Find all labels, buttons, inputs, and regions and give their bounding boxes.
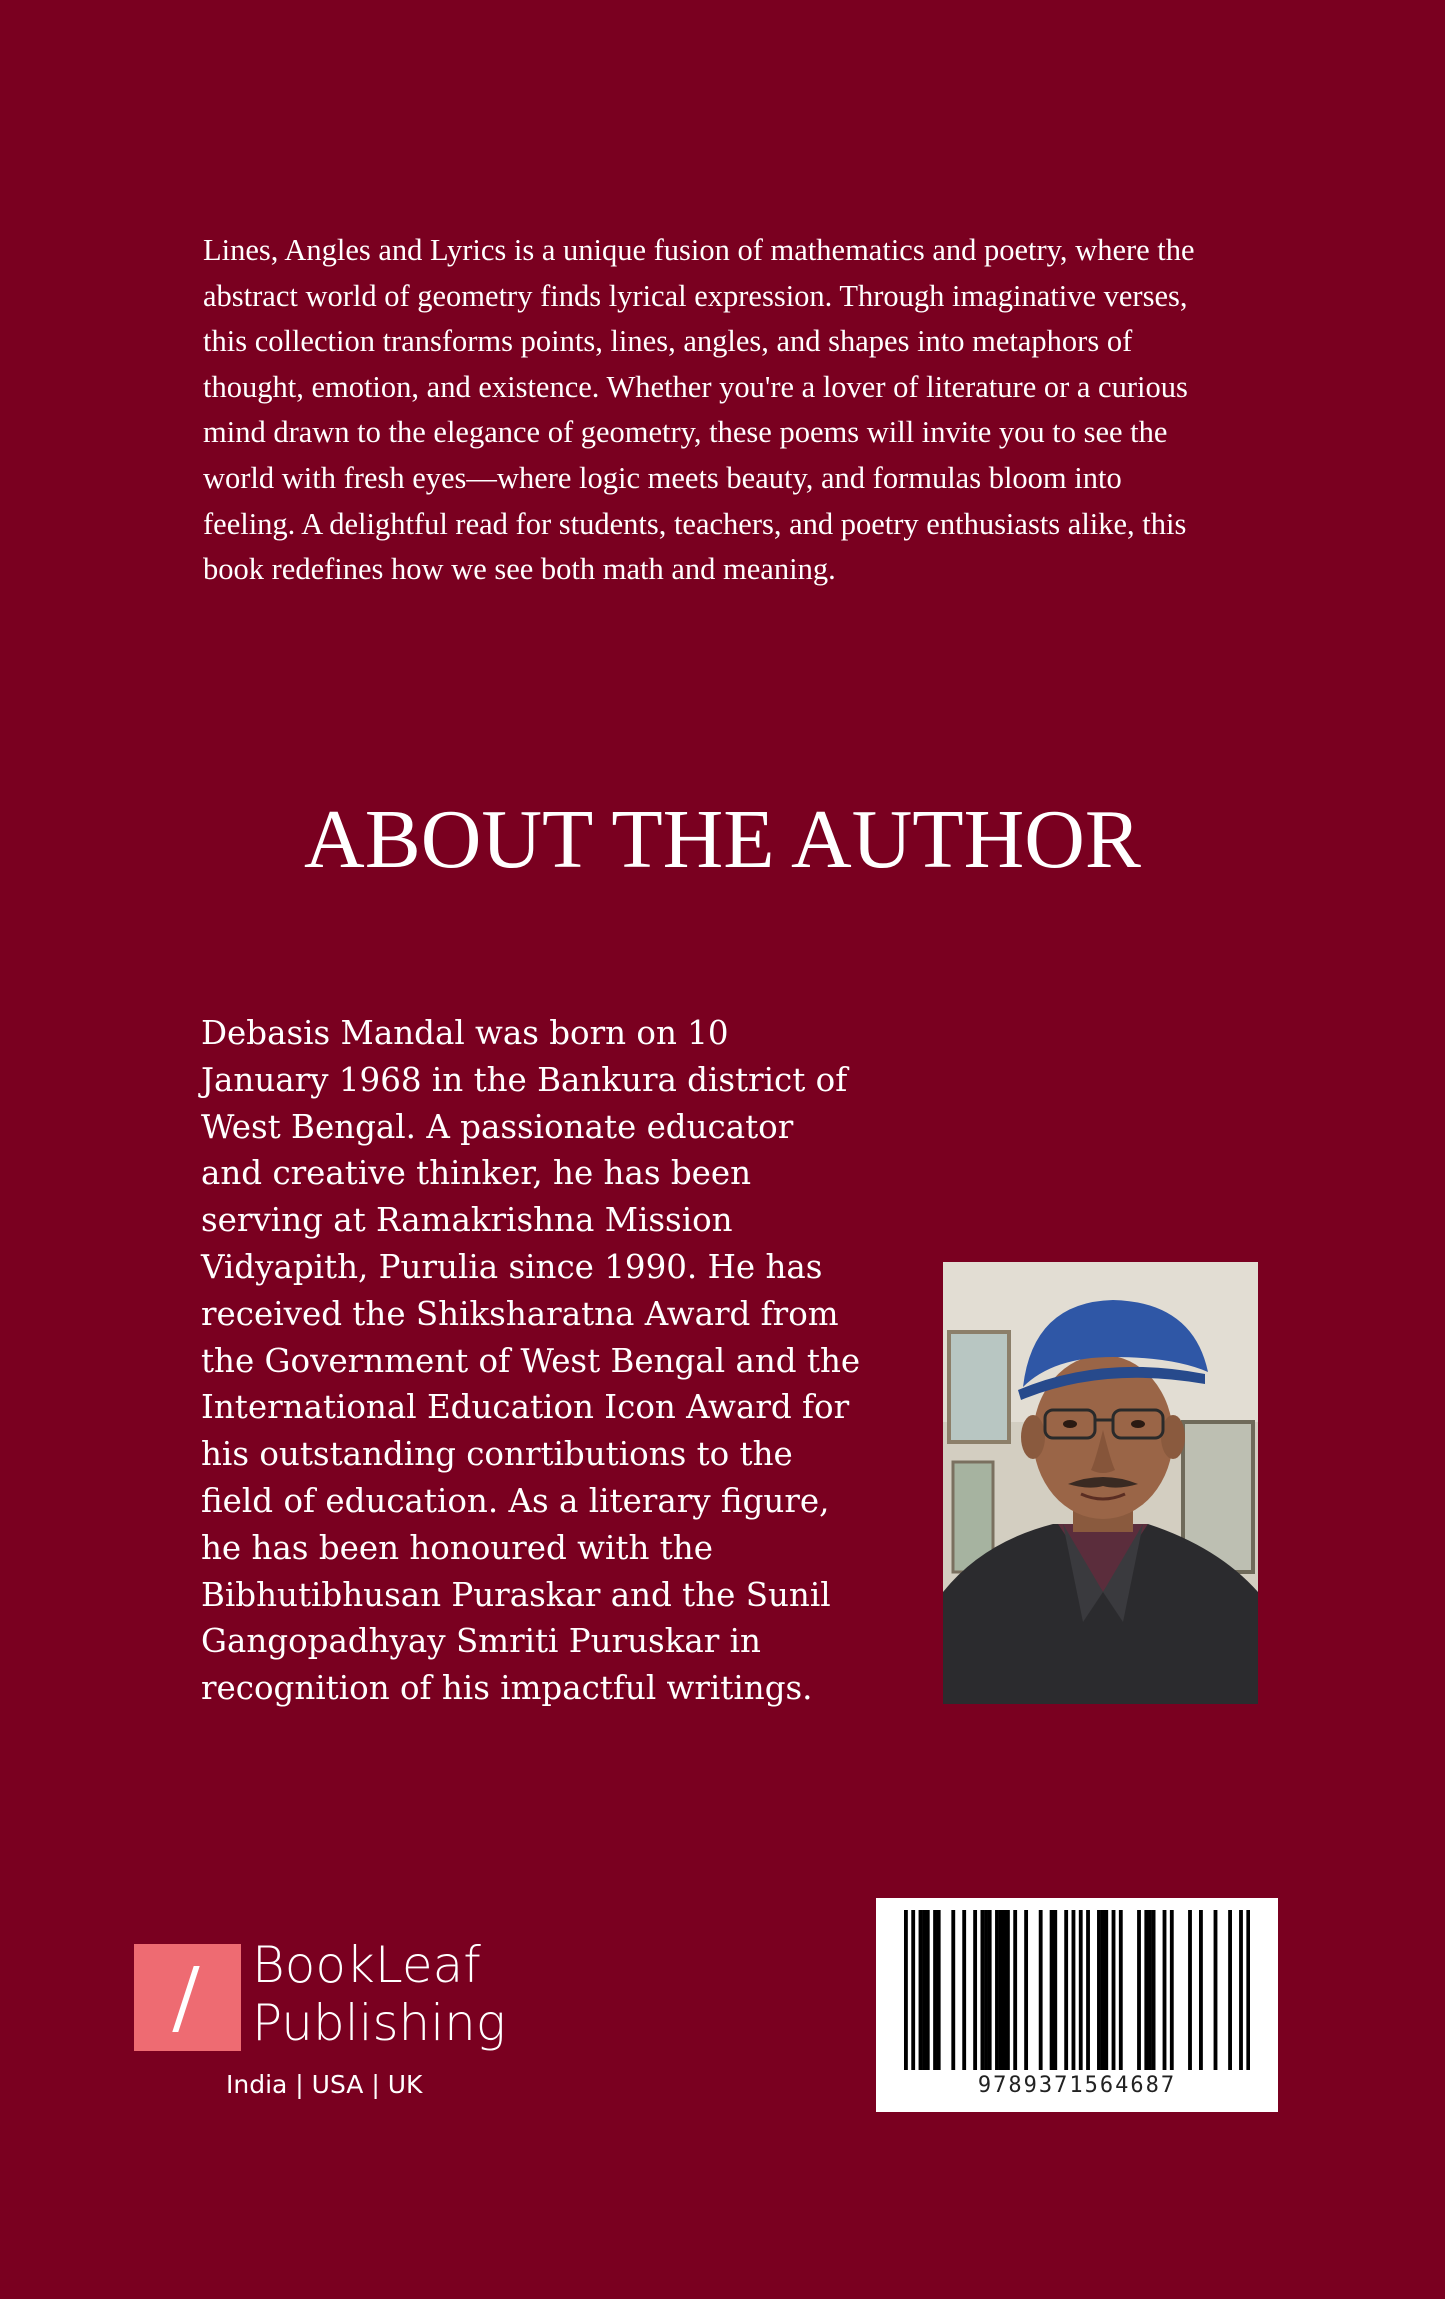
barcode-bar — [1101, 1910, 1105, 2070]
slash-icon — [172, 1966, 199, 2032]
barcode-bar — [1053, 1910, 1057, 2070]
barcode-bar — [1170, 1910, 1174, 2070]
publisher-logo-mark — [134, 1944, 241, 2051]
barcode-bar — [1137, 1910, 1141, 2070]
barcode-bar — [919, 1910, 923, 2070]
barcode-bar — [1112, 1910, 1116, 2070]
author-bio: Debasis Mandal was born on 10 January 1968 in the Bankura district of West Bengal. A passionate educator and creative thinker, he has been serving at Ramakrishna Mission Vidyapith, Purulia since 1990. He has received the Shiksharatna Award from the Government of West Bengal and the International Education Icon Award for his outstanding conrtibutions to the field of education. As a literary figure, he has been honoured with the Bibhutibhusan Puraskar and the Sunil Gangopadhyay Smriti Puruskar in recognition of his impactful writings. — [201, 1014, 861, 1708]
barcode-bar — [1199, 1910, 1203, 2070]
barcode-bar — [911, 1910, 915, 2070]
barcode-bar — [1064, 1910, 1068, 2070]
publisher-name-line1: BookLeaf — [252, 1936, 481, 1994]
publisher-name-line2: Publishing — [252, 1994, 506, 2052]
barcode-bar — [999, 1910, 1003, 2070]
barcode-bar — [1079, 1910, 1083, 2070]
barcode-bar — [926, 1910, 930, 2070]
barcode-bar — [988, 1910, 992, 2070]
author-photo — [943, 1262, 1258, 1704]
isbn-number: 9789371564687 — [977, 2073, 1177, 2098]
publisher-logo — [134, 1936, 534, 2114]
barcode-bar — [1024, 1910, 1028, 2070]
barcode-bar — [1013, 1910, 1017, 2070]
back-cover-blurb: Lines, Angles and Lyrics is a unique fusion of mathematics and poetry, where the abstract world of geometry finds lyrical expression. Through imaginative verses, this collection transforms points, lines, angles, and shapes into metaphors of thought, emotion, and existence. Whether you're a lover of literature or a curious mind drawn to the elegance of geometry, these poems will invite you to see the world with fresh eyes—where logic meets beauty, and formulas bloom into feeling. A delightful read for students, teachers, and poetry enthusiasts alike, this book redefines how we see both math and meaning. — [203, 233, 1195, 587]
publisher-name — [252, 1936, 506, 2052]
barcode-bar — [1006, 1910, 1010, 2070]
barcode-bar — [904, 1910, 908, 2070]
barcode-bar — [951, 1910, 955, 2070]
barcode-bar — [1239, 1910, 1243, 2070]
barcode-bar — [922, 1910, 926, 2070]
barcode-bar — [1148, 1910, 1152, 2070]
barcode-bar — [1039, 1910, 1043, 2070]
barcode-bar — [1188, 1910, 1192, 2070]
publisher-regions: India | USA | UK — [226, 2070, 423, 2099]
barcode-bar — [933, 1910, 937, 2070]
barcode-bar — [1104, 1910, 1108, 2070]
barcode-bar — [1152, 1910, 1156, 2070]
barcode-bar — [1214, 1910, 1218, 2070]
barcode-bar — [1097, 1910, 1101, 2070]
barcode-bar — [980, 1910, 984, 2070]
barcode-bars — [904, 1910, 1250, 2070]
barcode-bar — [1246, 1910, 1250, 2070]
barcode-bar — [984, 1910, 988, 2070]
barcode-bar — [1050, 1910, 1054, 2070]
isbn-barcode — [876, 1898, 1278, 2112]
barcode-bar — [973, 1910, 977, 2070]
barcode-bar — [1086, 1910, 1090, 2070]
barcode-bar — [1144, 1910, 1148, 2070]
about-the-author-heading: ABOUT THE AUTHOR — [304, 793, 1141, 886]
barcode-bar — [1163, 1910, 1167, 2070]
barcode-bar — [1119, 1910, 1123, 2070]
barcode-bar — [995, 1910, 999, 2070]
barcode-bar — [1002, 1910, 1006, 2070]
barcode-bar — [1228, 1910, 1232, 2070]
barcode-bar — [937, 1910, 941, 2070]
barcode-bar — [962, 1910, 966, 2070]
barcode-bar — [1072, 1910, 1076, 2070]
